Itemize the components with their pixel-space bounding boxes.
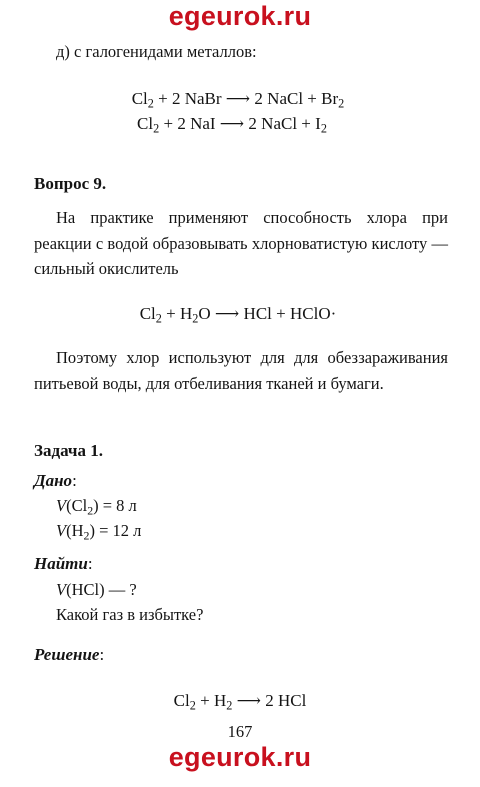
given-1-pre: (Cl	[66, 496, 88, 515]
find-line-hcl	[56, 580, 137, 601]
eq1-cl: Cl	[131, 89, 148, 108]
question-9-heading: Вопрос 9.	[34, 174, 107, 193]
given-1-post: ) = 8 л	[93, 496, 137, 515]
eq2-i-sub: 2	[320, 121, 327, 136]
solution-label: Решение:	[34, 645, 105, 664]
equation-solution	[0, 690, 480, 711]
eq2-cl: Cl	[137, 114, 154, 133]
eqs-cl: Cl	[173, 691, 190, 710]
solution-label-text: Решение	[34, 645, 100, 664]
task-1-heading: Задача 1.	[34, 441, 103, 460]
question-9-paragraph-2: Поэтому хлор используют для для обеззараживания питьевой воды, для отбеливания тканей и бумаги.	[34, 348, 448, 393]
eq2-rest: + 2 NaI ⟶ 2 NaCl + I	[159, 114, 321, 133]
find-1-var: V	[56, 580, 67, 599]
eq2-cl-sub: 2	[153, 121, 160, 136]
find-1-text: (HCl) — ?	[66, 580, 137, 599]
section-d-title: д) с галогенидами металлов:	[56, 42, 257, 61]
watermark-top: egeurok.ru	[168, 1, 312, 31]
given-1-var: V	[56, 496, 67, 515]
given-2-var: V	[56, 521, 67, 540]
given-2-pre: (H	[66, 521, 84, 540]
given-line-h2	[56, 521, 141, 542]
find-label: Найти:	[34, 554, 93, 573]
eqw-cl: Cl	[139, 304, 156, 323]
given-line-cl2	[56, 496, 137, 517]
equation-nabr	[0, 88, 478, 109]
eqw-h: + H	[161, 304, 193, 323]
watermark-bottom: egeurok.ru	[168, 742, 312, 772]
eqs-cl-sub: 2	[189, 698, 196, 713]
given-2-post: ) = 12 л	[89, 521, 142, 540]
eqs-rest: ⟶ 2 HCl	[232, 691, 307, 710]
find-2-text: Какой газ в избытке?	[56, 605, 204, 624]
eqw-h-sub: 2	[192, 311, 199, 326]
eqs-h: + H	[195, 691, 227, 710]
given-2-sub: 2	[83, 528, 90, 543]
question-9-paragraph-1: На практике применяют способность хлора при реакции с водой образовывать хлорноватистую кислоту — сильный окислитель	[34, 208, 448, 278]
eq1-br-sub: 2	[338, 96, 345, 111]
eqs-h-sub: 2	[226, 698, 233, 713]
eqw-cl-sub: 2	[155, 311, 162, 326]
given-1-sub: 2	[87, 503, 94, 518]
eq1-rest: + 2 NaBr ⟶ 2 NaCl + Br	[153, 89, 339, 108]
equation-nai	[0, 113, 472, 134]
eq1-cl-sub: 2	[147, 96, 154, 111]
page-number: 167	[227, 722, 253, 741]
eqw-rest: O ⟶ HCl + HClO·	[198, 304, 337, 323]
equation-water	[0, 303, 478, 324]
given-label-text: Дано	[34, 471, 73, 490]
given-label: Дано:	[34, 471, 77, 490]
find-label-text: Найти	[34, 554, 88, 573]
find-line-excess	[56, 605, 203, 626]
